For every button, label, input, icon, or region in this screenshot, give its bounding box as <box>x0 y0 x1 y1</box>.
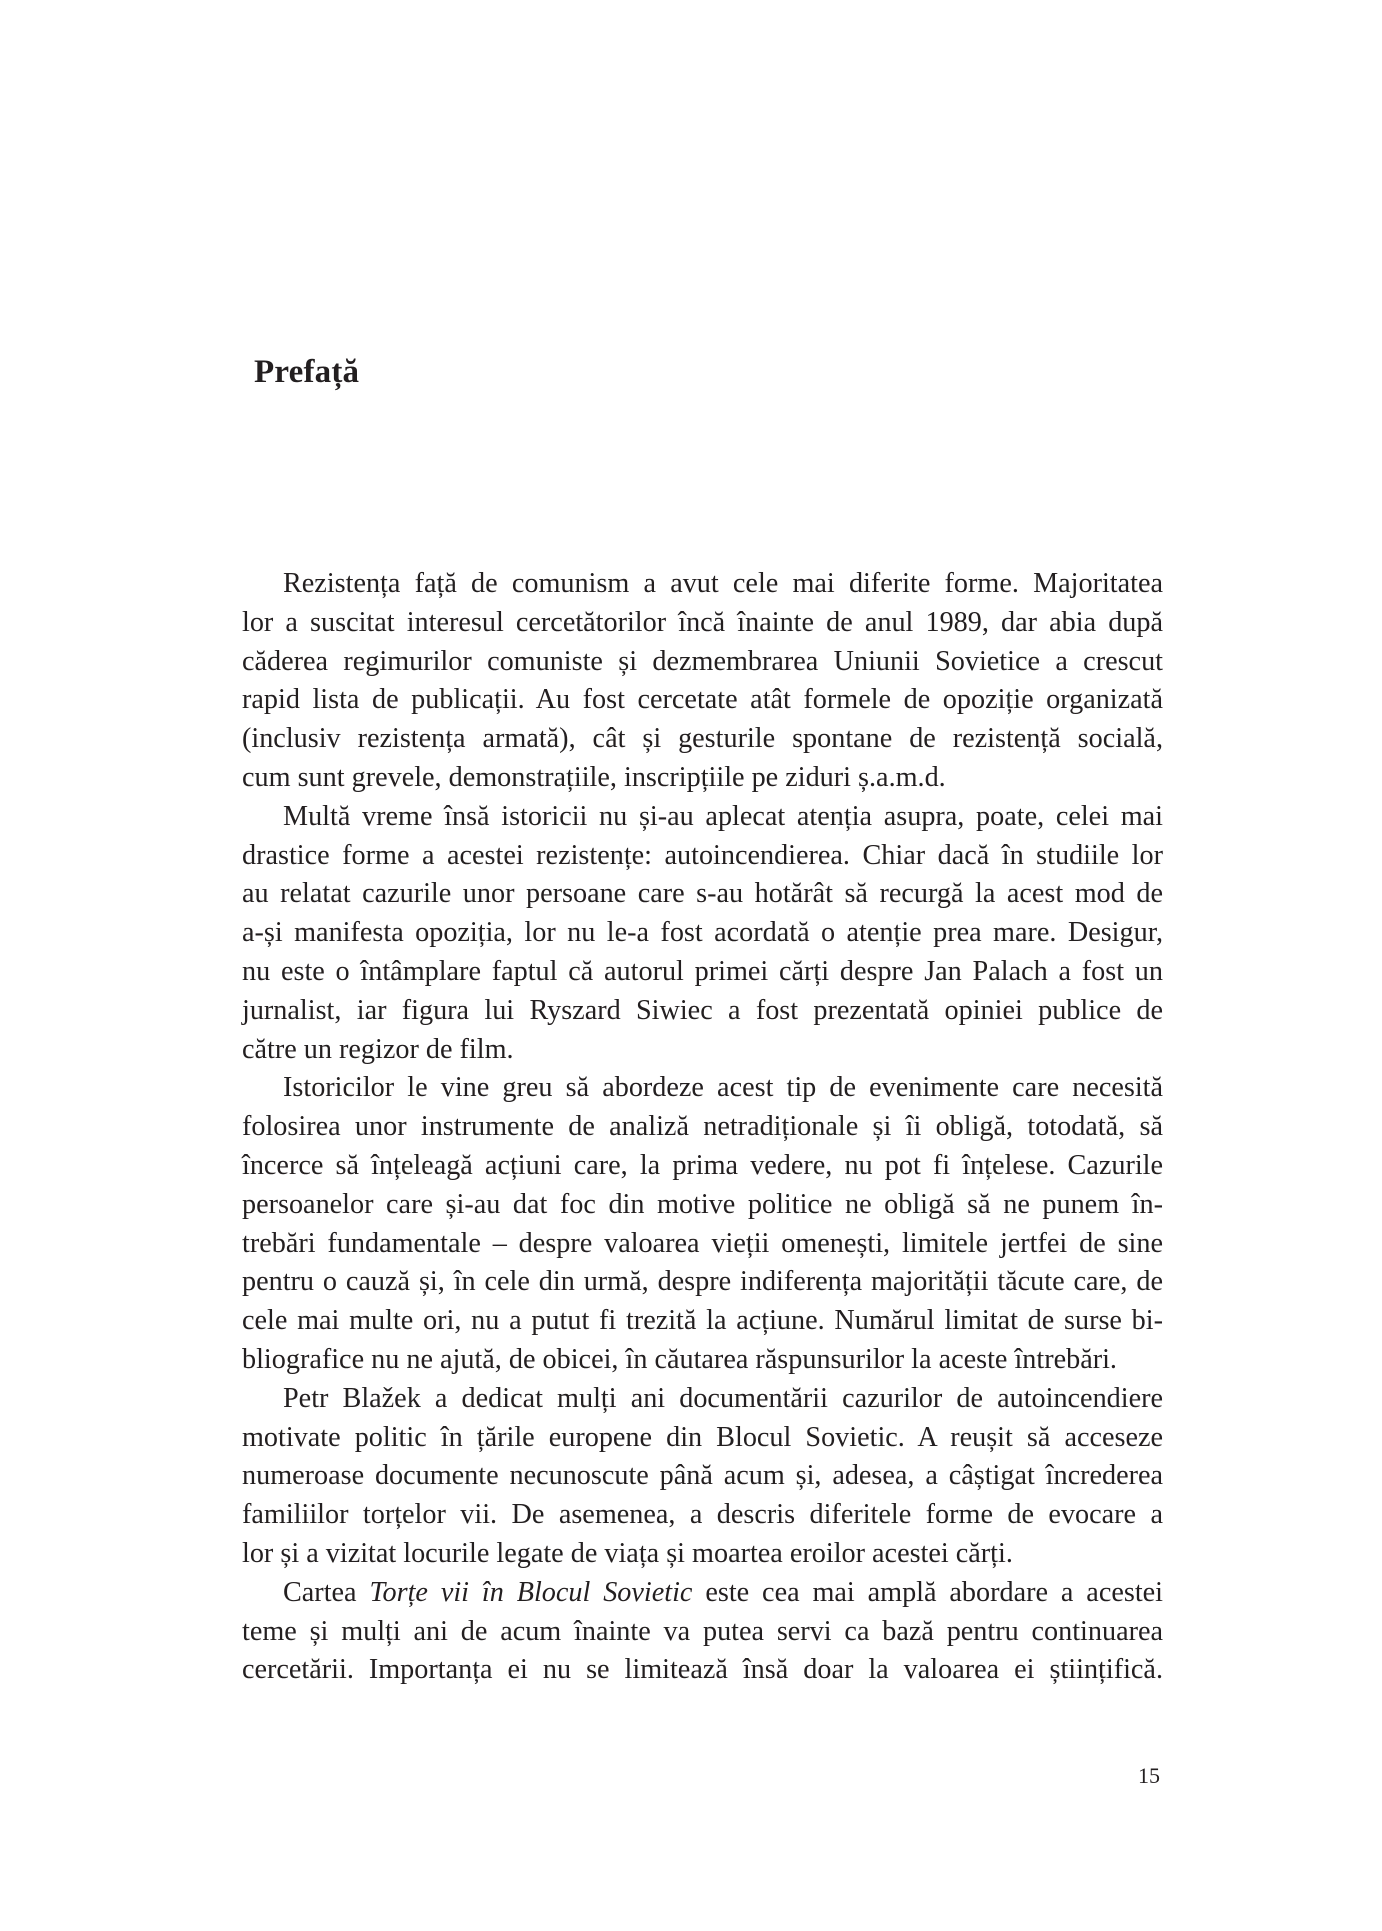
text-run: este cea mai amplă abordare a acestei <box>692 1576 1163 1608</box>
page-title: Prefață <box>254 354 360 390</box>
text-line: au relatat cazurile unor persoane care s-au hotărât să recurgă la acest mod de <box>242 878 1163 910</box>
text-line: cum sunt grevele, demonstrațiile, inscripțiile pe ziduri ș.a.m.d. <box>242 761 946 793</box>
text-line: numeroase documente necunoscute până acum și, adesea, a câștigat încrederea <box>242 1460 1163 1492</box>
text-line: nu este o întâmplare faptul că autorul primei cărți despre Jan Palach a fost un <box>242 955 1163 987</box>
text-line: rapid lista de publicații. Au fost cercetate atât formele de opoziție organizată <box>242 684 1163 716</box>
text-line: drastice forme a acestei rezistențe: autoincendierea. Chiar dacă în studiile lor <box>242 839 1163 871</box>
text-line: (inclusiv rezistența armată), cât și gesturile spontane de rezistență socială, <box>242 723 1163 755</box>
text-line: Petr Blažek a dedicat mulți ani documentării cazurilor de autoincendiere <box>283 1382 1163 1414</box>
text-line: lor a suscitat interesul cercetătorilor încă înainte de anul 1989, dar abia după <box>242 606 1163 638</box>
text-line: lor și a vizitat locurile legate de viața și moartea eroilor acestei cărți. <box>242 1537 1013 1569</box>
text-line: Rezistența față de comunism a avut cele mai diferite forme. Majoritatea <box>283 568 1163 599</box>
text-line: teme și mulți ani de acum înainte va putea servi ca bază pentru continuarea <box>242 1615 1163 1647</box>
text-line: încerce să înțeleagă acțiuni care, la prima vedere, nu pot fi înțelese. Cazurile <box>242 1149 1163 1181</box>
text-line: persoanelor care și-au dat foc din motive politice ne obligă să ne punem în- <box>242 1188 1163 1220</box>
book-title-italic: Torțe vii în Blocul Sovietic <box>369 1576 693 1608</box>
text-line: trebări fundamentale – despre valoarea vieții omenești, limitele jertfei de sine <box>242 1227 1163 1259</box>
text-line: familiilor torțelor vii. De asemenea, a descris diferitele forme de evocare a <box>242 1499 1163 1531</box>
text-line: Multă vreme însă istoricii nu și-au aplecat atenția asupra, poate, celei mai <box>283 800 1163 832</box>
text-line: Istoricilor le vine greu să abordeze acest tip de evenimente care necesită <box>283 1072 1163 1104</box>
text-line: folosirea unor instrumente de analiză netradiționale și îi obligă, totodată, să <box>242 1111 1163 1143</box>
text-line: către un regizor de film. <box>242 1033 514 1065</box>
text-line: pentru o cauză și, în cele din urmă, despre indiferența majorității tăcute care, de <box>242 1266 1163 1298</box>
text-line <box>242 1574 1163 1613</box>
text-line: jurnalist, iar figura lui Ryszard Siwiec a fost prezentată opiniei publice de <box>242 994 1163 1026</box>
text-line: căderea regimurilor comuniste și dezmembrarea Uniunii Sovietice a crescut <box>242 645 1163 677</box>
text-line: a-și manifesta opoziția, lor nu le-a fost acordată o atenție prea mare. Desigur, <box>242 917 1163 949</box>
text-run: Cartea <box>283 1576 370 1608</box>
text-line: motivate politic în țările europene din Blocul Sovietic. A reușit să acceseze <box>242 1421 1163 1453</box>
text-line: bliografice nu ne ajută, de obicei, în căutarea răspunsurilor la aceste întrebări. <box>242 1343 1117 1375</box>
body-text <box>242 565 1163 1690</box>
page-number: 15 <box>1138 1763 1160 1788</box>
text-line: cele mai multe ori, nu a putut fi trezită la acțiune. Numărul limitat de surse bi- <box>242 1305 1163 1337</box>
text-line: cercetării. Importanța ei nu se limitează însă doar la valoarea ei științifică. <box>242 1654 1163 1686</box>
